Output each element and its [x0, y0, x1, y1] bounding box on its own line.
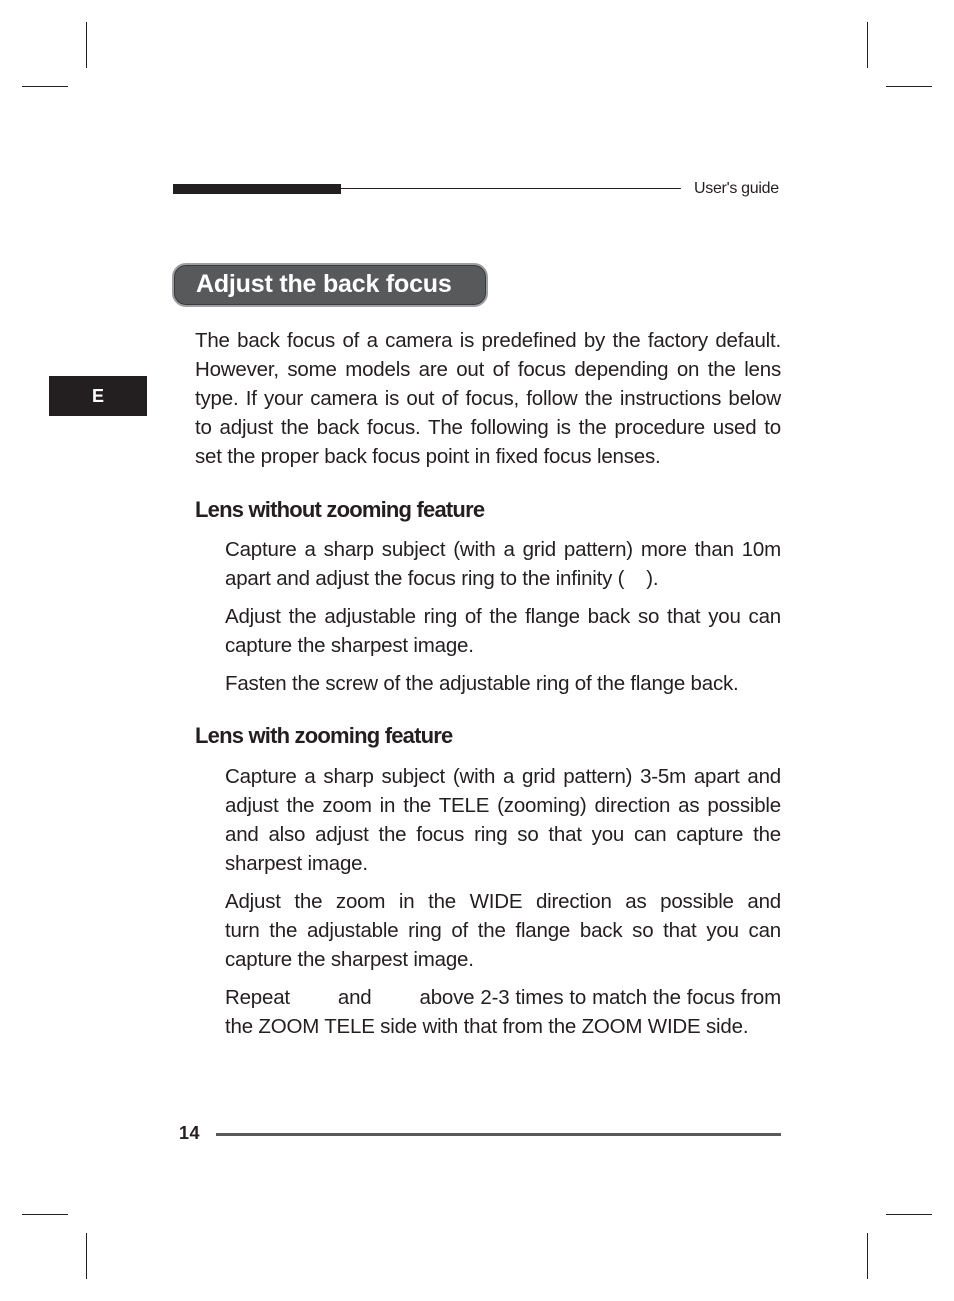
- subheading-without-zoom: Lens without zooming feature: [195, 497, 485, 522]
- language-tab-label: E: [91, 386, 104, 406]
- step-line: the ZOOM TELE side with that from the ZOOM WIDE side.: [225, 1015, 749, 1038]
- header-label: User's guide: [694, 180, 779, 197]
- step-line: and also adjust the focus ring so that you can capture the: [225, 823, 781, 846]
- language-tab: [49, 376, 147, 416]
- intro-line: However, some models are out of focus depending on the lens: [195, 358, 781, 381]
- footer-rule: [216, 1133, 781, 1136]
- crop-mark: [886, 86, 932, 87]
- step-line: Fasten the screw of the adjustable ring of the flange back.: [225, 672, 739, 695]
- step-line: Capture a sharp subject (with a grid pattern) 3-5m apart and: [225, 765, 781, 788]
- crop-mark: [867, 22, 868, 68]
- step-line: capture the sharpest image.: [225, 948, 474, 971]
- step-with-zoom-3: [225, 983, 781, 1041]
- step-with-zoom-1: [225, 762, 781, 878]
- step-line: capture the sharpest image.: [225, 634, 474, 657]
- subheading-with-zoom: Lens with zooming feature: [195, 723, 453, 748]
- header-rule-thin: [341, 188, 681, 189]
- crop-mark: [886, 1214, 932, 1215]
- step-line: Adjust the adjustable ring of the flange back so that you can: [225, 605, 781, 628]
- step-without-zoom-1: [225, 535, 781, 593]
- section-title-badge: [172, 263, 488, 307]
- page-number: 14: [179, 1123, 201, 1143]
- step-line: Repeat and above 2-3 times to match the focus from: [225, 986, 781, 1009]
- intro-line: type. If your camera is out of focus, follow the instructions below: [195, 387, 781, 410]
- step-without-zoom-2: [225, 602, 781, 660]
- section-title: Adjust the back focus: [196, 270, 452, 298]
- intro-paragraph: [195, 326, 781, 471]
- header-rule-thick: [173, 184, 341, 194]
- intro-line: to adjust the back focus. The following is the procedure used to: [195, 416, 781, 439]
- crop-mark: [867, 1233, 868, 1279]
- step-line: Adjust the zoom in the WIDE direction as possible and: [225, 890, 781, 913]
- step-line: adjust the zoom in the TELE (zooming) direction as possible: [225, 794, 781, 817]
- step-line-with-symbol: [225, 564, 781, 593]
- step-line: Capture a sharp subject (with a grid pattern) more than 10m: [225, 538, 781, 561]
- step-line: sharpest image.: [225, 852, 368, 875]
- intro-line: The back focus of a camera is predefined by the factory default.: [195, 329, 781, 352]
- crop-mark: [86, 1233, 87, 1279]
- crop-mark: [22, 86, 68, 87]
- step-line: apart and adjust the focus ring to the infinity ( ).: [225, 567, 659, 590]
- crop-mark: [86, 22, 87, 68]
- intro-line: set the proper back focus point in fixed focus lenses.: [195, 445, 661, 468]
- step-with-zoom-2: [225, 887, 781, 974]
- crop-mark: [22, 1214, 68, 1215]
- step-line: turn the adjustable ring of the flange back so that you can: [225, 919, 781, 942]
- step-without-zoom-3: [225, 669, 781, 698]
